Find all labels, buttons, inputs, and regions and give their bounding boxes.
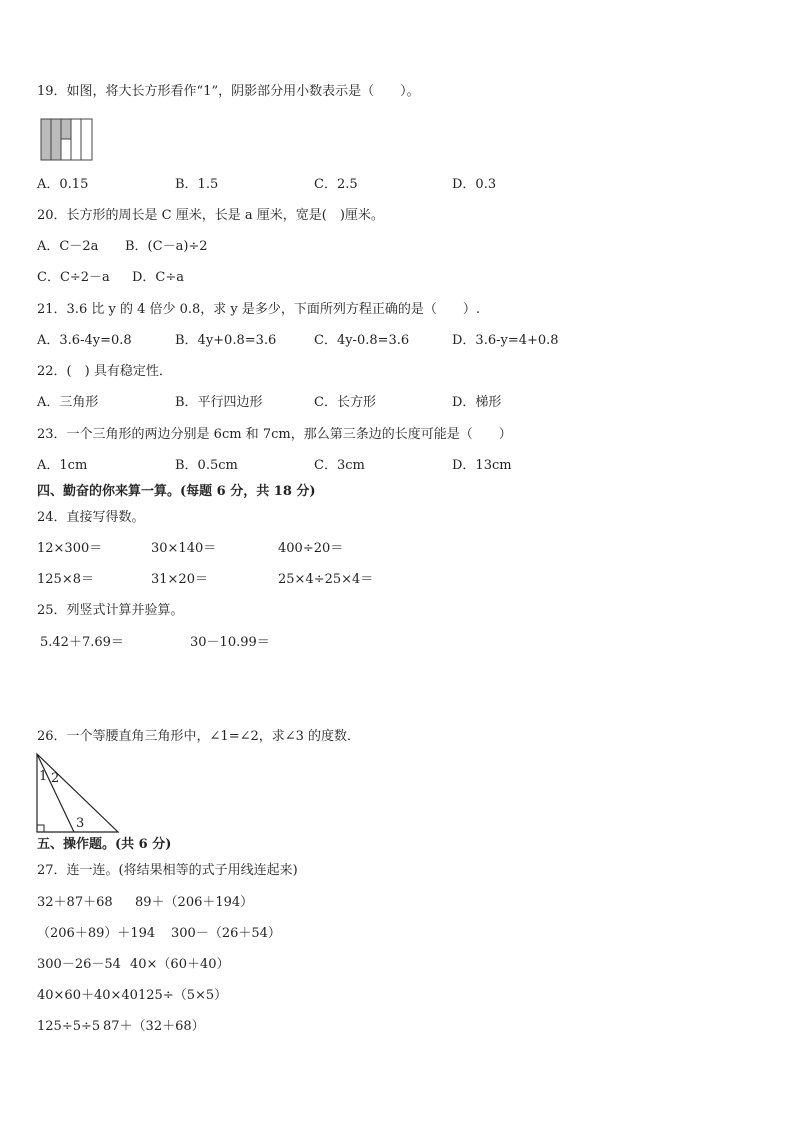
q23-option-c: C．3cm (314, 458, 365, 473)
triangle-figure (34, 752, 124, 836)
q22-option-c: C．长方形 (314, 395, 376, 410)
q23-text: 23．一个三角形的两边分别是 6cm 和 7cm，那么第三条边的长度可能是（ ） (37, 427, 512, 442)
q19-option-d: D．0.3 (452, 177, 497, 192)
q21-option-a: A．3.6-4y=0.8 (37, 333, 132, 348)
angle-3-label: 3 (76, 816, 85, 831)
q27-text: 27．连一连。(将结果相等的式子用线连起来) (37, 863, 298, 878)
angle-1-label: 1 (39, 769, 48, 784)
q24-expr: 12×300＝ (37, 541, 103, 556)
section4-title: 四、勤奋的你来算一算。(每题 6 分，共 18 分) (37, 484, 316, 499)
q20-text: 20．长方形的周长是 C 厘米，长是 a 厘米，宽是( )厘米。 (37, 208, 384, 223)
q20-option-a: A．C－2a (37, 239, 99, 254)
q24-expr: 30×140＝ (151, 541, 217, 556)
q27-left-expr: （206＋89）＋194 (37, 926, 156, 941)
q22-option-a: A．三角形 (37, 395, 99, 410)
q24-expr: 31×20＝ (151, 572, 208, 587)
q24-expr: 125×8＝ (37, 572, 94, 587)
q27-left-expr: 125÷5÷5 (37, 1019, 101, 1034)
q25-text: 25．列竖式计算并验算。 (37, 603, 184, 618)
q20-option-c: C．C÷2－a (37, 270, 110, 285)
q27-left-expr: 40×60＋40×40 (37, 988, 138, 1003)
q27-left-expr: 32＋87＋68 (37, 895, 113, 910)
q27-right-expr: 125÷（5×5） (138, 988, 228, 1003)
q27-right-expr: 300－（26＋54） (171, 926, 281, 941)
q27-right-expr: 87＋（32＋68） (103, 1019, 205, 1034)
q20-option-b: B．(C－a)÷2 (125, 239, 208, 254)
q21-text: 21．3.6 比 y 的 4 倍少 0.8，求 y 是多少，下面所列方程正确的是（ ）. (37, 302, 481, 317)
rectangle-figure (40, 118, 94, 162)
q25-expr: 5.42＋7.69＝ (40, 635, 124, 650)
q21-option-b: B．4y+0.8=3.6 (175, 333, 277, 348)
q25-expr: 30－10.99＝ (190, 635, 270, 650)
q20-option-d: D．C÷a (132, 270, 185, 285)
q21-option-d: D．3.6-y=4+0.8 (452, 333, 559, 348)
q26-text: 26．一个等腰直角三角形中，∠1=∠2，求∠3 的度数． (37, 729, 361, 744)
q24-text: 24．直接写得数。 (37, 510, 145, 525)
q27-right-expr: 40×（60＋40） (130, 957, 230, 972)
q19-text: 19．如图，将大长方形看作“1”，阴影部分用小数表示是（ ）。 (37, 84, 420, 99)
q27-right-expr: 89＋（206＋194） (135, 895, 254, 910)
q23-option-a: A．1cm (37, 458, 88, 473)
q23-option-b: B．0.5cm (175, 458, 238, 473)
q23-option-d: D．13cm (452, 458, 512, 473)
q22-option-d: D．梯形 (452, 395, 502, 410)
q19-option-b: B．1.5 (175, 177, 219, 192)
q19-option-c: C．2.5 (314, 177, 358, 192)
angle-2-label: 2 (51, 771, 60, 786)
q24-expr: 25×4÷25×4＝ (278, 572, 374, 587)
q22-text: 22．( ) 具有稳定性． (37, 364, 172, 379)
q19-option-a: A．0.15 (37, 177, 89, 192)
section5-title: 五、操作题。(共 6 分) (37, 837, 172, 852)
q21-option-c: C．4y-0.8=3.6 (314, 333, 410, 348)
q24-expr: 400÷20＝ (278, 541, 344, 556)
q27-left-expr: 300－26－54 (37, 957, 121, 972)
q22-option-b: B．平行四边形 (175, 395, 263, 410)
